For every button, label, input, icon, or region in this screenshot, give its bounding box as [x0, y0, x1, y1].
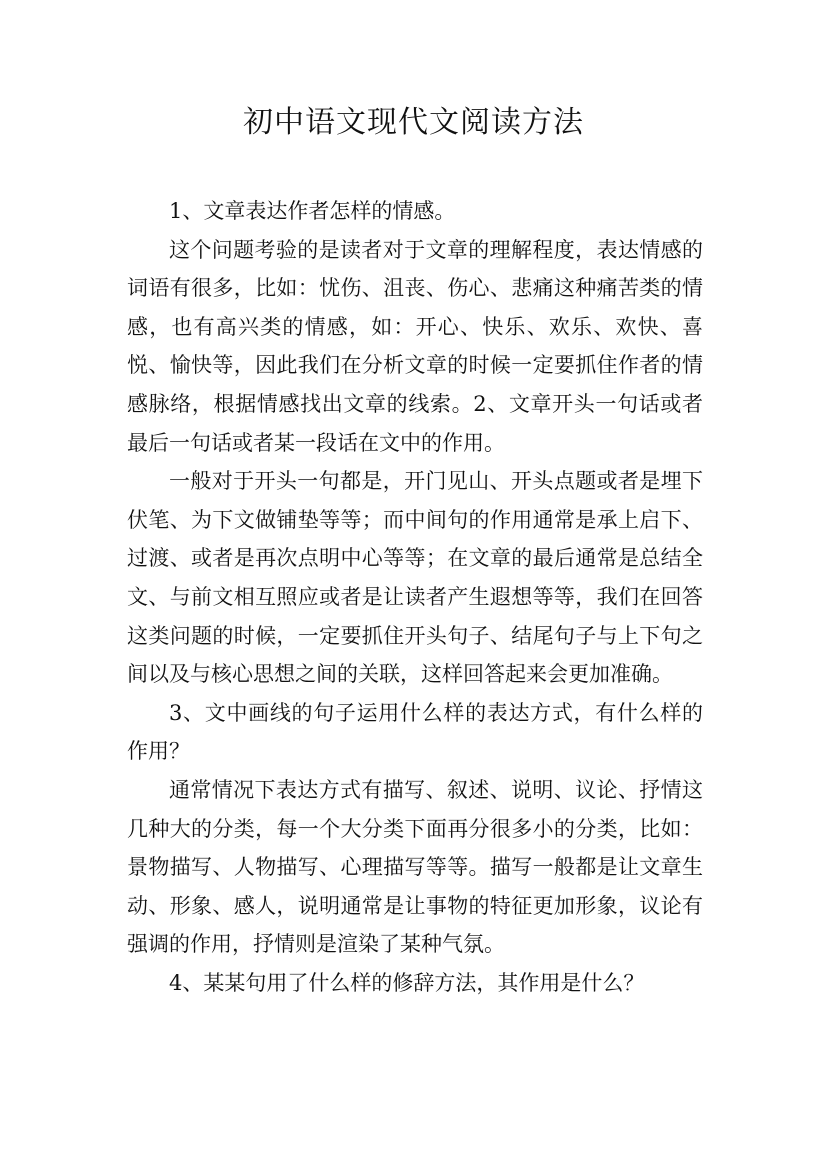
document-title: 初中语文现代文阅读方法 — [243, 105, 584, 140]
document-body — [127, 192, 703, 1002]
paragraph-3: 一般对于开头一句都是，开门见山、开头点题或者是埋下伏笔、为下文做铺垫等等；而中间句的作用通常是承上启下、过渡、或者是再次点明中心等等；在文章的最后通常是总结全文、与前文相互照应或者是让读者产生遐想等等，我们在回答这类问题的时候，一定要抓住开头句子、结尾句子与上下句之间以及与核心思想之间的关联，这样回答起来会更加准确。 — [127, 469, 703, 687]
paragraph-2: 这个问题考验的是读者对于文章的理解程度，表达情感的词语有很多，比如：忧伤、沮丧、伤心、悲痛这种痛苦类的情感，也有高兴类的情感，如：开心、快乐、欢乐、欢快、喜悦、愉快等，因此我们在分析文章的时候一定要抓住作者的情感脉络，根据情感找出文章的线索。2、文章开头一句话或者最后一句话或者某一段话在文中的作用。 — [127, 237, 703, 455]
paragraph-1: 1、文章表达作者怎样的情感。 — [169, 199, 456, 223]
paragraph-6: 4、某某句用了什么样的修辞方法，其作用是什么？ — [169, 970, 645, 995]
paragraph-4: 3、文中画线的句子运用什么样的表达方式，有什么样的作用？ — [127, 700, 703, 764]
paragraph-5: 通常情况下表达方式有描写、叙述、说明、议论、抒情这几种大的分类，每一个大分类下面再分很多小的分类，比如：景物描写、人物描写、心理描写等等。描写一般都是让文章生动、形象、感人，说明通常是让事物的特征更加形象，议论有强调的作用，抒情则是渲染了某种气氛。 — [127, 777, 703, 957]
